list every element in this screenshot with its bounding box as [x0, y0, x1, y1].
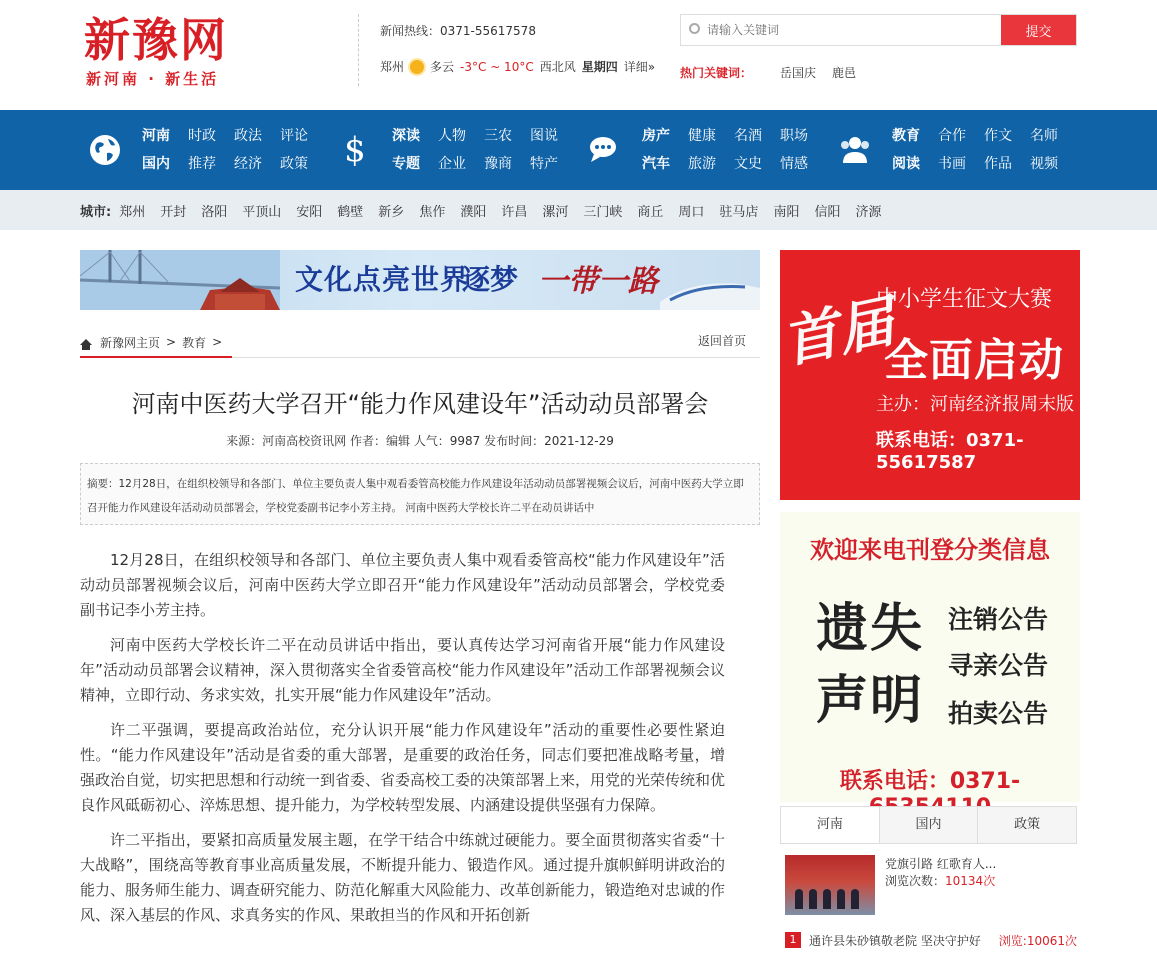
- train-illustration: [660, 272, 760, 310]
- classified-ad[interactable]: [780, 512, 1080, 802]
- nav-link[interactable]: 豫商: [484, 156, 512, 172]
- nav-link[interactable]: 名师: [1030, 128, 1058, 144]
- ad-phone: 联系电话：0371-: [839, 769, 1021, 794]
- city-link[interactable]: 许昌: [501, 204, 528, 220]
- breadcrumb-underline: [80, 356, 232, 358]
- nav-group-news: [86, 110, 308, 190]
- breadcrumb-section-link[interactable]: 教育: [182, 335, 207, 350]
- nav-group-life: [586, 110, 808, 190]
- essay-contest-ad[interactable]: [776, 250, 1080, 500]
- city-link[interactable]: 濮阳: [460, 204, 487, 220]
- ad-big-text: 遗失: [816, 598, 925, 659]
- article-paragraph: 许二平强调，要提高政治站位，充分认识开展“能力作风建设年”活动的重要性必要性紧迫性。“能力作风建设年”活动是省委的重大部署，是重要的政治任务，同志们要把准战略考量，增强政治自觉，切实把思想和行动统一到省委、省委高校工委的决策部署上来，用党的光荣传统和优良作风砥砺初心、淬炼思想、提升能力，为学校转型发展、内涵建设提供坚强有力保障。: [80, 721, 726, 814]
- users-icon: [836, 131, 874, 169]
- hot-keywords: [680, 64, 856, 81]
- city-link[interactable]: 新乡: [378, 204, 405, 220]
- nav-link[interactable]: 评论: [280, 128, 308, 144]
- hot-keyword-link[interactable]: 岳国庆: [780, 66, 817, 80]
- city-link[interactable]: 信阳: [814, 204, 841, 220]
- weather-weekday: 星期四: [581, 60, 618, 74]
- nav-link[interactable]: 推荐: [188, 156, 216, 172]
- cloudy-icon: [410, 60, 424, 74]
- ad-big-text: 声明: [816, 670, 925, 731]
- city-link[interactable]: 三门峡: [583, 204, 623, 220]
- city-link[interactable]: 洛阳: [201, 204, 228, 220]
- search-input[interactable]: [681, 15, 1001, 45]
- hot-keyword-link[interactable]: 鹿邑: [832, 66, 857, 80]
- nav-link[interactable]: 作品: [984, 156, 1012, 172]
- dollar-icon: $: [344, 130, 366, 170]
- ad-heading: 欢迎来电刊登分类信息: [810, 536, 1050, 564]
- city-link[interactable]: 安阳: [296, 204, 323, 220]
- nav-link[interactable]: 经济: [234, 156, 262, 172]
- ad-line: 主办：河南经济报周末版: [876, 394, 1074, 415]
- ad-line: 中小学生征文大赛: [876, 287, 1053, 312]
- article-paragraph: 12月28日，在组织校领导和各部门、单位主要负责人集中观看委管高校“能力作风建设年”活动动员部署视频会议后，河南中医药大学立即召开“能力作风建设年”活动动员部署会，学校党委副书记李小芳主持。: [80, 551, 725, 619]
- featured-news-title[interactable]: 党旗引路 红歌育人...: [885, 857, 997, 871]
- nav-link[interactable]: 河南: [142, 128, 170, 144]
- chat-icon: [586, 131, 624, 169]
- tab-domestic[interactable]: 国内: [880, 807, 979, 843]
- article-paragraph: 河南中医药大学校长许二平在动员讲话中指出，要认真传达学习河南省开展“能力作风建设年”活动动员部署会议精神，深入贯彻落实全省委管高校“能力作风建设年”活动工作部署视频会议精神，立即行动、务求实效，扎实开展“能力作风建设年”活动。: [80, 636, 725, 704]
- nav-link[interactable]: 政法: [234, 128, 262, 144]
- article-meta: 来源：河南高校资讯网 作者：编辑 人气：9987 发布时间：2021-12-29: [226, 434, 614, 448]
- ranking-item[interactable]: [785, 930, 1077, 950]
- nav-link[interactable]: 文史: [734, 156, 762, 172]
- city-link[interactable]: 驻马店: [719, 204, 759, 220]
- bridge-illustration: [80, 250, 280, 310]
- ranking-views: 浏览:10061次: [998, 933, 1077, 948]
- nav-link[interactable]: 教育: [892, 128, 920, 144]
- nav-link[interactable]: 特产: [530, 156, 558, 172]
- nav-link[interactable]: 政策: [280, 156, 308, 172]
- city-bar-label: 城市:: [80, 204, 112, 220]
- city-link[interactable]: 济源: [855, 204, 882, 220]
- ad-small-text: 寻亲公告: [948, 651, 1049, 680]
- globe-icon: [86, 131, 124, 169]
- weather-temp: -3°C ~ 10°C: [460, 59, 534, 74]
- nav-link[interactable]: 合作: [938, 128, 966, 144]
- nav-link[interactable]: 阅读: [892, 156, 920, 172]
- nav-link[interactable]: 图说: [530, 128, 558, 144]
- weather-widget: [380, 58, 655, 75]
- search-box: [680, 14, 1077, 46]
- breadcrumb-separator: >: [212, 335, 223, 349]
- city-link[interactable]: 开封: [160, 204, 187, 220]
- ad-brush-text: 首届: [776, 288, 900, 377]
- breadcrumb: [80, 326, 760, 358]
- weather-wind: 西北风: [539, 60, 576, 74]
- weather-city: 郑州: [380, 60, 405, 74]
- nav-link[interactable]: 作文: [984, 128, 1012, 144]
- nav-group-features: [336, 110, 558, 190]
- nav-link[interactable]: 名酒: [734, 128, 762, 144]
- ranking-title[interactable]: 通许县朱砂镇敬老院 坚决守护好: [809, 933, 981, 948]
- banner-text-2: 逐梦: [462, 263, 519, 296]
- ad-small-text: 拍卖公告: [948, 699, 1049, 728]
- nav-link[interactable]: 时政: [188, 128, 216, 144]
- nav-link[interactable]: 深读: [392, 128, 420, 144]
- banner-text-1: 文化点亮世界: [295, 263, 470, 296]
- rank-number: 1: [785, 932, 801, 948]
- featured-news-views: 浏览次数：10134次: [885, 874, 996, 888]
- banner-ad[interactable]: [80, 250, 760, 310]
- nav-link[interactable]: 人物: [438, 128, 466, 144]
- header-divider: [358, 14, 359, 86]
- main-nav: [0, 110, 1157, 190]
- article-summary: 摘要：12月28日，在组织校领导和各部门、单位主要负责人集中观看委管高校能力作风建设年活动动员部署视频会议后，河南中医药大学立即召开能力作风建设年活动动员部署会，学校党委副书记李小芳主持。 河南中医药大学校长许二平在动员讲话中: [80, 463, 760, 525]
- article-title: 河南中医药大学召开“能力作风建设年”活动动员部署会: [131, 390, 709, 418]
- nav-link[interactable]: 房产: [642, 128, 670, 144]
- tab-policy[interactable]: 政策: [978, 807, 1076, 843]
- banner-text-3: 一带一路: [538, 264, 658, 299]
- search-submit-button[interactable]: 提交: [1001, 15, 1076, 45]
- back-home-link[interactable]: 返回首页: [697, 334, 746, 348]
- city-link[interactable]: 焦作: [419, 204, 446, 220]
- nav-group-education: [836, 110, 1058, 190]
- breadcrumb-home-link[interactable]: 新豫网主页: [100, 335, 161, 350]
- breadcrumb-separator: >: [166, 335, 177, 349]
- city-link[interactable]: 南阳: [773, 204, 800, 220]
- site-logo[interactable]: 新豫网: [84, 13, 228, 67]
- site-slogan: 新河南 · 新生活: [86, 70, 220, 88]
- news-hotline: 新闻热线：0371-55617578: [380, 24, 536, 38]
- weather-more-link[interactable]: 详细»: [623, 60, 656, 74]
- city-link[interactable]: 郑州: [119, 204, 146, 220]
- hot-keywords-label: 热门关键词：: [680, 66, 753, 80]
- weather-condition: 多云: [430, 60, 455, 74]
- article-body: [80, 548, 725, 938]
- nav-link[interactable]: 企业: [438, 156, 466, 172]
- nav-link[interactable]: 旅游: [688, 156, 716, 172]
- city-link[interactable]: 鹤壁: [337, 204, 364, 220]
- city-link[interactable]: 周口: [678, 204, 705, 220]
- nav-link[interactable]: 视频: [1030, 156, 1058, 172]
- ad-headline: 全面启动: [884, 335, 1064, 386]
- nav-link[interactable]: 专题: [392, 156, 420, 172]
- ad-small-text: 注销公告: [948, 605, 1049, 634]
- city-link[interactable]: 商丘: [637, 204, 664, 220]
- home-icon: [80, 339, 92, 345]
- nav-link[interactable]: 汽车: [642, 156, 670, 172]
- nav-link[interactable]: 健康: [688, 128, 716, 144]
- tab-henan[interactable]: 河南: [781, 807, 880, 843]
- featured-news[interactable]: [785, 855, 1077, 915]
- nav-link[interactable]: 书画: [938, 156, 966, 172]
- search-icon: [689, 23, 700, 34]
- nav-link[interactable]: 国内: [142, 156, 170, 172]
- nav-link[interactable]: 职场: [780, 128, 808, 144]
- nav-link[interactable]: 情感: [780, 156, 808, 172]
- city-bar: [0, 190, 1157, 230]
- news-thumbnail[interactable]: [785, 855, 875, 915]
- article-paragraph: 许二平指出，要紧扣高质量发展主题，在学干结合中练就过硬能力。要全面贯彻落实省委“十大战略”，围绕高等教育事业高质量发展，不断提升能力、锻造作风。通过提升旗帜鲜明讲政治的能力、服务师生能力、调查研究能力、防范化解重大风险能力、改革创新能力，锻造绝对忠诚的作风、深入基层的作风、求真务实的作风、果敢担当的作风和开拓创新: [80, 831, 726, 924]
- city-link[interactable]: 平顶山: [242, 204, 282, 220]
- sidebar-tabs: [780, 806, 1077, 844]
- city-link[interactable]: 漯河: [542, 204, 569, 220]
- nav-link[interactable]: 三农: [484, 128, 512, 144]
- ad-phone: 联系电话：0371-55617587: [876, 430, 1024, 473]
